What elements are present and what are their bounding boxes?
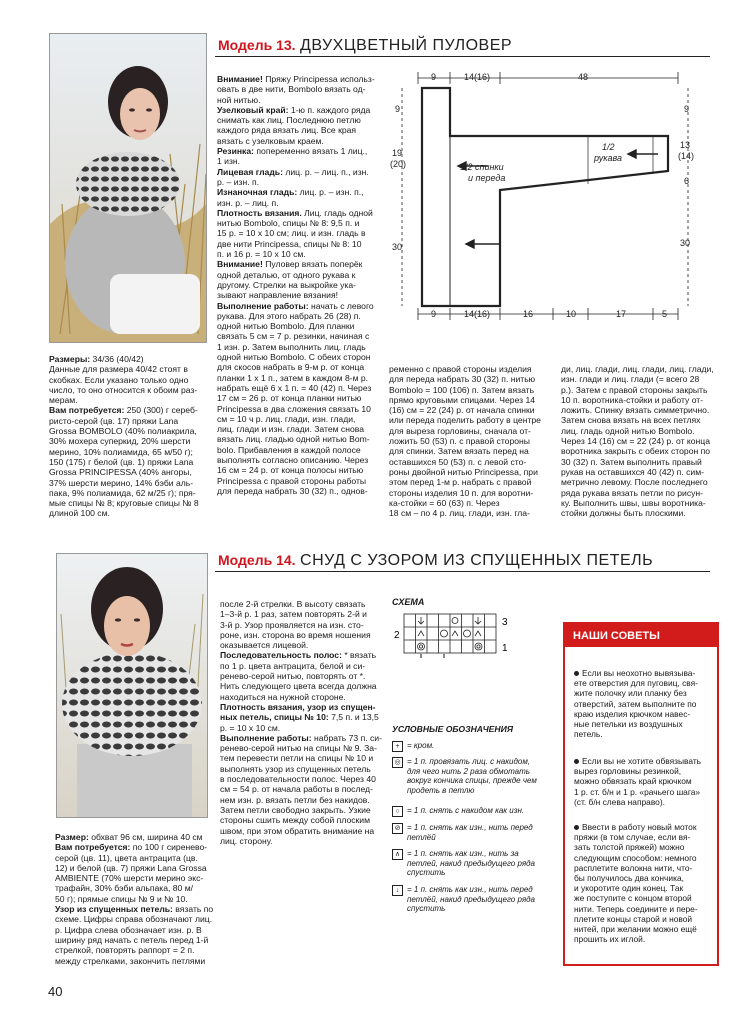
legend-slip-front-icon: ⊘ (392, 823, 403, 834)
model14-label: Модель 14. (218, 552, 296, 568)
dim-right-3: 6 (684, 176, 690, 186)
model13-heading (218, 37, 512, 55)
legend-row-5: = 1 п. снять как изн., нить за петлей, накид предыдущего ряда спустить (407, 849, 535, 877)
header-rule-top (215, 56, 710, 57)
model13-schematic (388, 66, 708, 328)
dim-top-2: 14(16) (464, 72, 491, 82)
schema-row-2: 2 (394, 630, 400, 641)
dim-bot-5: 17 (616, 309, 627, 319)
legend-double-wrap-icon: ◎ (392, 757, 403, 768)
legend-row-1: = кром. (407, 741, 435, 750)
legend-row-3: = 1 п. снять с накидом как изн. (407, 806, 525, 815)
label-sleeve-b: рукава (594, 153, 622, 163)
dim-bot-6: 5 (662, 309, 668, 319)
dim-bot-3: 16 (523, 309, 534, 319)
model13-col-mid: Внимание! Пряжу Principessa использ- овать в две нити, Bombolo вязать од- ной нитью. Узелковый край: 1-ю п. каждого ряда снимать как лиц. Последнюю петлю каждого ряда вязать лиц. Все края вязать с узелковым краем. Резинка: попеременно вязать 1 лиц., 1 изн. Лицевая гладь: лиц. р. – лиц. п., изн. р. – изн. п. Изнаночная гладь: лиц. р. – изн. п., изн. р. – лиц. п. Плотность вязания. Лиц. гладь одной нитью Bombolo, спицы № 8: 9,5 п. и 15 р. = 10 х 10 см; лиц. и изн. гладь в две нити Principessa, спицы № 8: 10 п. и 16 р. = 10 х 10 см. Внимание! Пуловер вязать поперёк одной деталью, от одного рукава к другому. Стрелки на выкройке ука- зывают направление вязания! Выполнение работы: начать с левого рукава. Для этого набрать 26 (28) п. одной нитью Bombolo. Для планки связать 5 см = 7 р. резинки, начиная с 1 изн. р. Затем выполнить лиц. гладь одной нитью Bombolo. С обеих сторон для скосов набрать в 9-м р. от конца планки 1 х 1 п., затем в каждом 8-м р. набрать ещё 6 х 1 п. = 40 (42) п. Через 17 см = 26 р. от конца планки нитью Principessa в два сложения связать 10 см = 10 ч р. лиц. глади, изн. глади, лиц. глади и изн. глади. Затем снова вязать лиц. гладью одной нитью Bom- bolo. Прибавления в каждой полосе выполнять согласно описанию. Через 16 см = 24 р. от конца полосы нитью Principessa с правой стороны работы для переда набрать 30 (32) п., однов- (217, 74, 375, 496)
model13-title: ДВУХЦВЕТНЫЙ ПУЛОВЕР (300, 37, 513, 54)
tip-3 (574, 822, 714, 944)
dim-left-2b: (20) (390, 159, 407, 169)
dim-right-2a: 13 (680, 140, 691, 150)
dim-right-4: 30 (680, 238, 691, 248)
legend-edge-icon: + (392, 741, 403, 752)
label-body-a: 1/2 спинки (460, 162, 504, 172)
legend-slip-front-drop-icon: ↓ (392, 885, 403, 896)
bullet-icon (574, 759, 579, 764)
model14-col-left: Размер: обхват 96 см, ширина 40 см Вам потребуется: по 100 г сиренево- серой (цв. 11), цвета антрацита (цв. 12) и белой (цв. 7) пряжи Lana Grossa AMBIENTE (70% шерсти мерино экс- трафайн, 30% бэби альпака, 80 м/ 50 г); прямые спицы № 9 и № 10. Узор из спущенных петель: вязать по схеме. Цифры справа обозначают лиц. р. Цифра слева обозначает изн. р. В ширину ряд начать с петель перед 1-й стрелкой, повторять раппорт = 2 п. между стрелками, закончить петлями (55, 832, 214, 966)
bullet-icon (574, 671, 579, 676)
dim-bot-2: 14(16) (464, 309, 491, 319)
legend-row-6: = 1 п. снять как изн., нить перед петлёй, накид предыдущего ряда спустить (407, 885, 535, 913)
model14-col-mid: после 2-й стрелки. В высоту связать 1–3-й р. 1 раз, затем повторять 2-й и 3-й р. Узор проявляется на изн. сто- роне, изн. сторона во время ношения оказывается лицевой. Последовательность полос: * вязать по 1 р. цвета антрацита, белой и си- ренево-серой нитью, повторять от *. Нить следующего цвета всегда должна находиться на нужной стороне. Плотность вязания, узор из спущен- ных петель, спицы № 10: 7,5 п. и 13,5 р. = 10 х 10 см. Выполнение работы: набрать 73 п. си- ренево-серой нитью на спицы № 9. За- тем перевести петли на спицы № 10 и выполнять узор из спущенных петель в последовательности полос. Через 40 см = 54 р. от начала работы в послед- нем изн. р. вязать петли без накидов. Затем петли свободно закрыть. Узкие стороны сшить между собой плоским швом, при этом обратить внимание на лиц. сторону. (220, 599, 382, 846)
legend-row-4: = 1 п. снять как изн., нить перед петлёй (407, 823, 533, 842)
model13-photo (49, 33, 207, 343)
dim-bot-1: 9 (431, 309, 437, 319)
legend-row-2: = 1 п. провязать лиц. с накидом, для чего нить 2 раза обмотать вокруг кончика спицы, прежде чем продеть в петлю (407, 757, 537, 795)
dim-left-2a: 19 (392, 148, 403, 158)
tip-2-text: Если вы не хотите обвязывать вырез горловины резинкой, можно обвязать край крючком 1 р. ст. б/н и 1 р. «рачьего шага» (ст. б/н слева направо). (574, 756, 702, 807)
dim-bot-4: 10 (566, 309, 577, 319)
page-number: 40 (48, 984, 63, 999)
schema-title: СХЕМА (392, 597, 425, 607)
model14-heading (218, 552, 653, 570)
tip-2 (574, 756, 714, 807)
model13-label: Модель 13. (218, 37, 296, 53)
header-rule-mid (215, 571, 710, 572)
label-sleeve-a: 1/2 (602, 142, 615, 152)
model13-col-left: Размеры: 34/36 (40/42) Данные для размера 40/42 стоят в скобках. Если указано только одно число, то оно относится к обоим раз- мерам. Вам потребуется: 250 (300) г сереб- ристо-серой (цв. 17) пряжи Lana Grossa BOMBOLO (40% полиакрила, 30% мохера суперкид, 20% шерсти меринo, 10% полиамида, 65 м/50 г); 150 (175) г белой (цв. 1) пряжи Lana Grossa PRINCIPESSA (40% ангоры, 37% шерсти мерино, 14% бэби аль- пака, 9% полиамида, 62 м/25 г); пря- мые спицы № 8; круговые спицы № 8 длиной 100 см. (49, 354, 199, 519)
tips-title: НАШИ СОВЕТЫ (565, 624, 717, 647)
model14-title: СНУД С УЗОРОМ ИЗ СПУЩЕННЫХ ПЕТЕЛЬ (300, 552, 654, 569)
dim-left-3: 30 (392, 242, 403, 252)
schema-row-3: 3 (502, 617, 508, 628)
tip-3-text: Ввести в работу новый моток пряжи (в том случае, если вя- зать толстой пряжей) можно следующим способом: немного расплетите волокна нити, что- бы получилось два кончика, и укоротите один конец. Так же поступите с концом второй нити. Теперь соедините и пере- плетите концы старой и новой нитей, при желании можно ещё прошить их иглой. (574, 822, 698, 945)
schema-row-1: 1 (502, 643, 508, 654)
stitch-chart (392, 610, 518, 660)
label-body-b: и переда (468, 173, 506, 183)
tip-1-text: Если вы неохотно вывязыва- ете отверстия для пуговиц, свя- жите полочку или планку без отверстий, затем выполните по краю изделия крючком навес- ные петельки из воздушных петель. (574, 668, 698, 740)
model14-photo (56, 553, 208, 818)
model13-col-3: ременно с правой стороны изделия для переда набрать 30 (32) п. нитью Bombolo = 100 (106) п. Затем вязать прямо круговыми спицами. Через 14 (16) см = 22 (24) р. от начала спинки или переда поделить работу в центре для выреза горловины, сначала от- ложить 50 (53) п. с правой стороны для спинки. Затем вязать перед на оставшихся 50 (53) п. с левой сто- роны двойной нитью Principessa, при этом перед 1-м р. набрать с правой стороны изделия 10 п. для воротни- ка-стойки = 60 (63) п. Через 18 см – по 4 р. лиц. глади, изн. гла- (389, 364, 541, 519)
model13-col-4: ди, лиц. глади, лиц. глади, лиц. глади, изн. глади и лиц. глади (= всего 28 р.). Затем с правой стороны закрыть 10 п. воротника-стойки и работу от- ложить. Спинку вязать симметрично. Затем снова вязать на всех петлях лиц. гладь одной нитью Bombolo. Через 14 (16) см = 22 (24) р. от конца воротника закрыть с обеих сторон по 30 (32) п. Затем выполнить правый рукав на оставшихся 40 (42) п. сим- метрично левому. После последнего ряда рукава вязать петли по рисун- ку. Выполнить швы, швы воротника- стойки должны быть плоскими. (561, 364, 714, 519)
legend-slip-yo-icon: ○ (392, 806, 403, 817)
legend-slip-back-drop-icon: ∧ (392, 849, 403, 860)
tip-1 (574, 668, 714, 739)
bullet-icon (574, 825, 579, 830)
dim-right-1: 9 (684, 104, 690, 114)
dim-left-1: 9 (395, 104, 401, 114)
dim-top-3: 48 (578, 72, 589, 82)
dim-right-2b: (14) (678, 151, 695, 161)
dim-top-1: 9 (431, 72, 437, 82)
legend-title: УСЛОВНЫЕ ОБОЗНАЧЕНИЯ (392, 724, 514, 734)
